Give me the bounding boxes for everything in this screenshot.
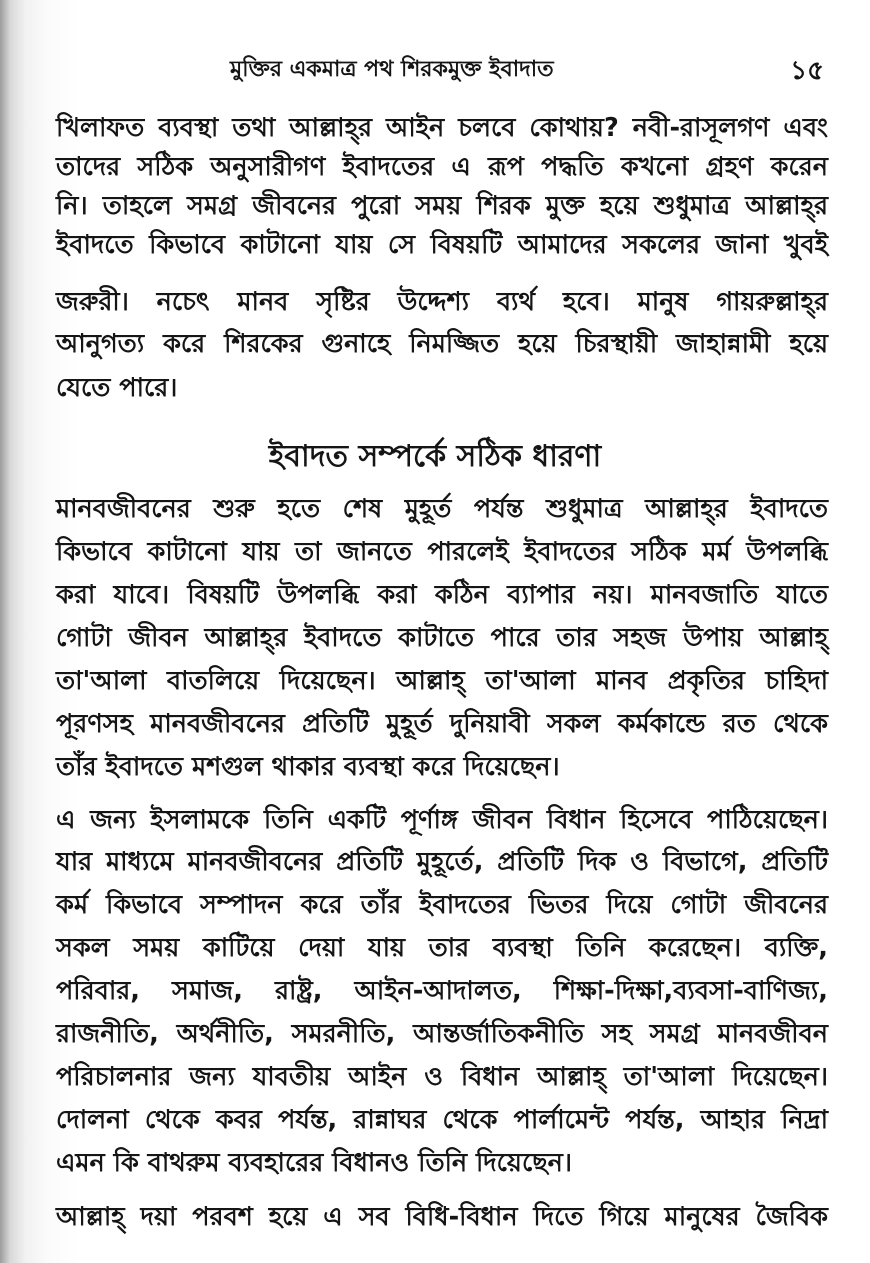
text-line: গোটা জীবন আল্লাহ্‌র ইবাদতে কাটাতে পারে তার সহজ উপায় আল্লাহ্‌: [56, 623, 828, 653]
text-line: যার মাধ্যমে মানবজীবনের প্রতিটি মুহূর্তে, প্রতিটি দিক ও বিভাগে, প্রতিটি: [56, 847, 828, 877]
text-line: আল্লাহ্‌ দয়া পরবশ হয়ে এ সব বিধি-বিধান দিতে গিয়ে মানুষের জৈবিক: [56, 1202, 828, 1232]
text-line: পরিচালনার জন্য যাবতীয় আইন ও বিধান আল্লাহ্‌ তা'আলা দিয়েছেন।: [56, 1062, 828, 1092]
text-line: ইবাদতে কিভাবে কাটানো যায় সে বিষয়টি আমাদের সকলের জানা খুবই: [56, 230, 828, 260]
text-line: নি। তাহলে সমগ্র জীবনের পুরো সময় শিরক মুক্ত হয়ে শুধুমাত্র আল্লাহ্‌র: [56, 191, 828, 221]
text-line: করা যাবে। বিষয়টি উপলব্ধি করা কঠিন ব্যাপার নয়। মানবজাতি যাতে: [56, 580, 828, 610]
text-line: খিলাফত ব্যবস্থা তথা আল্লাহ্‌র আইন চলবে কোথায়? নবী-রাসূলগণ এবং: [56, 113, 828, 143]
text-line: পরিবার, সমাজ, রাষ্ট্র, আইন-আদালত, শিক্ষা-দিক্ষা,ব্যবসা-বাণিজ্য,: [56, 976, 828, 1006]
section-heading: ইবাদত সম্পর্কে সঠিক ধারণা: [268, 439, 602, 474]
text-line: কর্ম কিভাবে সম্পাদন করে তাঁর ইবাদতের ভিতর দিয়ে গোটা জীবনের: [56, 890, 828, 920]
running-header: মুক্তির একমাত্র পথ শিরকমুক্ত ইবাদাত: [230, 57, 554, 82]
text-line: জরুরী। নচেৎ মানব সৃষ্টির উদ্দেশ্য ব্যর্থ হবে। মানুষ গায়রুল্লাহ্‌র: [56, 287, 828, 317]
text-line: দোলনা থেকে কবর পর্যন্ত, রান্নাঘর থেকে পার্লামেন্ট পর্যন্ত, আহার নিদ্রা: [56, 1105, 828, 1135]
text-line: সকল সময় কাটিয়ে দেয়া যায় তার ব্যবস্থা তিনি করেছেন। ব্যক্তি,: [56, 933, 828, 963]
text-line: মানবজীবনের শুরু হতে শেষ মুহূর্ত পর্যন্ত শুধুমাত্র আল্লাহ্‌র ইবাদতে: [56, 494, 828, 524]
text-line: কিভাবে কাটানো যায় তা জানতে পারলেই ইবাদতের সঠিক মর্ম উপলব্ধি: [56, 537, 828, 567]
text-line: তা'আলা বাতলিয়ে দিয়েছেন। আল্লাহ্‌ তা'আলা মানব প্রকৃতির চাহিদা: [56, 666, 828, 696]
text-line: যেতে পারে।: [56, 373, 178, 403]
text-line: পূরণসহ মানবজীবনের প্রতিটি মুহূর্ত দুনিয়াবী সকল কর্মকান্ডে রত থেকে: [56, 709, 828, 739]
text-line: তাঁর ইবাদতে মশগুল থাকার ব্যবস্থা করে দিয়েছেন।: [56, 752, 560, 782]
text-line: তাদের সঠিক অনুসারীগণ ইবাদতের এ রূপ পদ্ধতি কখনো গ্রহণ করেন: [56, 152, 828, 182]
page-number: ১৫: [790, 56, 824, 86]
text-line: এমন কি বাথরুম ব্যবহারের বিধানও তিনি দিয়েছেন।: [56, 1148, 572, 1178]
text-line: এ জন্য ইসলামকে তিনি একটি পূর্ণাঙ্গ জীবন বিধান হিসেবে পাঠিয়েছেন।: [56, 805, 828, 835]
text-line: রাজনীতি, অর্থনীতি, সমরনীতি, আন্তর্জাতিকনীতি সহ সমগ্র মানবজীবন: [56, 1019, 828, 1049]
text-line: আনুগত্য করে শিরকের গুনাহে নিমজ্জিত হয়ে চিরস্থায়ী জাহান্নামী হয়ে: [56, 329, 828, 359]
